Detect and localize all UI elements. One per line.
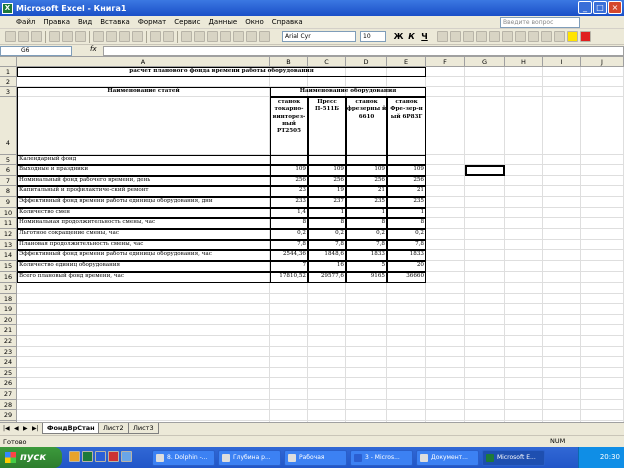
item-value[interactable]: 8	[420, 219, 424, 225]
item-value[interactable]: 0,2	[376, 230, 385, 236]
tab-list3[interactable]: Лист3	[128, 423, 159, 434]
gridline	[580, 67, 581, 422]
item-value[interactable]: 1833	[370, 251, 385, 257]
chart-wizard-icon[interactable]	[233, 31, 244, 42]
row-header[interactable]: 23	[0, 347, 17, 358]
item-value[interactable]: 1	[340, 209, 344, 215]
fx-icon[interactable]: fx	[90, 45, 97, 53]
menu-data[interactable]: Данные	[208, 18, 238, 26]
taskbar-document[interactable]	[416, 450, 479, 466]
column-header[interactable]: G	[465, 57, 505, 67]
windows-logo-icon	[5, 452, 16, 463]
item-name[interactable]: Номинальный фонд рабочего времени, день	[19, 177, 151, 183]
item-value[interactable]: 21	[377, 187, 385, 193]
name-box[interactable]: G6	[0, 46, 72, 56]
row-header[interactable]: 22	[0, 336, 17, 347]
open-icon[interactable]	[18, 31, 29, 42]
row-header[interactable]: 27	[0, 389, 17, 400]
row-header[interactable]: 1	[0, 67, 17, 77]
align-right-icon[interactable]	[463, 31, 474, 42]
sort-asc-icon[interactable]	[207, 31, 218, 42]
item-value[interactable]: 0,2	[415, 230, 424, 236]
font-size-select[interactable]: 10	[360, 31, 386, 42]
row-header[interactable]: 5	[0, 155, 17, 165]
item-value[interactable]: 16	[336, 262, 344, 268]
paste-icon[interactable]	[119, 31, 130, 42]
row-header[interactable]: 3	[0, 87, 17, 97]
item-value[interactable]: 7,8	[335, 241, 344, 247]
equipment-name[interactable]: станок фрезерны й 6610	[346, 99, 387, 120]
item-value[interactable]: 1,4	[297, 209, 306, 215]
status-bar: Готово	[0, 435, 624, 447]
item-value[interactable]: 1	[381, 209, 385, 215]
maximize-button[interactable]: □	[593, 1, 607, 14]
gridline	[504, 67, 505, 422]
gridline	[17, 335, 624, 336]
borders-icon[interactable]	[554, 31, 565, 42]
item-value[interactable]: 0,2	[297, 230, 306, 236]
help-search-input[interactable]: Введите вопрос	[500, 17, 580, 28]
item-value[interactable]: 256	[333, 177, 344, 183]
row-header[interactable]: 18	[0, 294, 17, 305]
gridline	[17, 324, 624, 325]
item-value[interactable]	[387, 155, 426, 165]
item-name[interactable]: Номинальная продолжительность смены, час	[19, 219, 156, 225]
taskbar-rabochaya[interactable]	[284, 450, 347, 466]
gridline	[17, 420, 624, 421]
item-value[interactable]: 8	[340, 219, 344, 225]
taskbar-glubina[interactable]	[218, 450, 281, 466]
word-icon	[354, 454, 362, 462]
column-header[interactable]: E	[387, 57, 426, 67]
row-header[interactable]: 4	[0, 97, 17, 155]
gridline	[542, 67, 543, 422]
col-a-header[interactable]: Наименование статей	[107, 88, 180, 94]
merge-center-icon[interactable]	[476, 31, 487, 42]
row-header[interactable]: 14	[0, 250, 17, 261]
row-header[interactable]: 17	[0, 283, 17, 294]
sort-desc-icon[interactable]	[220, 31, 231, 42]
item-value[interactable]: 109	[333, 166, 344, 172]
quicklaunch-app-2-icon[interactable]	[82, 451, 93, 462]
row-header[interactable]: 9	[0, 197, 17, 208]
gridline	[17, 314, 624, 315]
font-name-select[interactable]: Arial Cyr	[282, 31, 356, 42]
column-header[interactable]: H	[505, 57, 543, 67]
gridline	[464, 67, 465, 422]
system-tray	[578, 447, 624, 468]
quicklaunch-app-4-icon[interactable]	[108, 451, 119, 462]
row-header[interactable]: 6	[0, 165, 17, 176]
item-value[interactable]: 7,8	[297, 241, 306, 247]
excel-icon	[486, 454, 494, 462]
item-value[interactable]: 1833	[409, 251, 424, 257]
taskbar-excel[interactable]	[482, 450, 545, 466]
item-value[interactable]: 109	[295, 166, 306, 172]
save-icon[interactable]	[31, 31, 42, 42]
item-value[interactable]: 256	[374, 177, 385, 183]
item-value[interactable]: 237	[333, 198, 344, 204]
equipment-name[interactable]: Пресс П-511Б	[314, 99, 340, 113]
item-name[interactable]: Плановая продолжительность смены, час	[19, 241, 144, 247]
item-name[interactable]: Количество единиц оборудования	[19, 262, 121, 268]
last-sheet-icon[interactable]: ▶|	[32, 425, 39, 432]
folder-icon	[156, 454, 164, 462]
item-name[interactable]: Всего плановый фонд времени, час	[19, 273, 125, 279]
menu-edit[interactable]: Правка	[43, 18, 70, 26]
quicklaunch-app-5-icon[interactable]	[121, 451, 132, 462]
menu-file[interactable]: Файл	[16, 18, 36, 26]
format-toolbar	[436, 31, 622, 42]
item-value[interactable]: 235	[413, 198, 424, 204]
gridline	[17, 409, 624, 410]
taskbar-label: 3 - Micros...	[365, 454, 400, 461]
folder-icon	[222, 454, 230, 462]
item-value[interactable]: 1	[420, 209, 424, 215]
window-title: Microsoft Excel - Книга1	[16, 3, 127, 13]
taskbar-label: 8. Dolphin -...	[167, 454, 208, 461]
item-value[interactable]	[270, 155, 308, 165]
column-header[interactable]: J	[581, 57, 624, 67]
item-name[interactable]: Количество смен	[19, 209, 71, 215]
menu-insert[interactable]: Вставка	[100, 18, 130, 26]
item-value[interactable]: 9165	[370, 273, 385, 279]
first-sheet-icon[interactable]: |◀	[3, 425, 10, 432]
column-header[interactable]: C	[308, 57, 346, 67]
num-lock-indicator: NUM	[550, 437, 566, 445]
item-value[interactable]: 233	[295, 198, 306, 204]
equipment-name[interactable]: станок токарно-винторез-ный РТ2505	[272, 99, 306, 135]
start-label: пуск	[20, 452, 47, 463]
row-header[interactable]: 26	[0, 378, 17, 389]
item-value[interactable]: 29577,6	[320, 273, 344, 279]
item-value[interactable]: 235	[374, 198, 385, 204]
cut-icon[interactable]	[93, 31, 104, 42]
item-value[interactable]	[346, 155, 387, 165]
row-header[interactable]: 25	[0, 368, 17, 379]
copy-icon[interactable]	[106, 31, 117, 42]
gridline	[17, 303, 624, 304]
row-header[interactable]: 24	[0, 357, 17, 368]
taskbar-label: Документ...	[431, 454, 468, 461]
folder-icon	[288, 454, 296, 462]
bold-button[interactable]: Ж	[393, 32, 404, 41]
menu-view[interactable]: Вид	[77, 18, 93, 26]
tab-fondvrstan[interactable]: ФондВрСтан	[42, 423, 100, 434]
undo-icon[interactable]	[150, 31, 161, 42]
taskbar-label: Microsoft E...	[497, 454, 536, 461]
fill-color-icon[interactable]	[567, 31, 578, 42]
item-value[interactable]: 0,2	[335, 230, 344, 236]
align-left-icon[interactable]	[437, 31, 448, 42]
row-header[interactable]: 21	[0, 325, 17, 336]
row-header[interactable]: 16	[0, 272, 17, 283]
item-value[interactable]: 5	[381, 262, 385, 268]
menu-window[interactable]: Окно	[245, 18, 264, 26]
minimize-button[interactable]: _	[578, 1, 592, 14]
gridline	[17, 356, 624, 357]
gridline	[17, 399, 624, 400]
excel-icon: X	[2, 3, 13, 14]
italic-button[interactable]: К	[408, 32, 415, 41]
item-name[interactable]: Календарный фонд	[19, 156, 77, 162]
close-button[interactable]: ×	[608, 1, 622, 14]
taskbar-word[interactable]	[350, 450, 413, 466]
new-icon[interactable]	[5, 31, 16, 42]
item-value[interactable]: 7,8	[376, 241, 385, 247]
item-value[interactable]	[308, 155, 346, 165]
item-value[interactable]: 109	[413, 166, 424, 172]
row-header[interactable]: 15	[0, 261, 17, 272]
print-icon[interactable]	[49, 31, 60, 42]
item-value[interactable]: 8	[302, 219, 306, 225]
row-header[interactable]: 19	[0, 304, 17, 315]
thousands-icon[interactable]	[515, 31, 526, 42]
item-value[interactable]: 7,8	[415, 241, 424, 247]
decrease-decimal-icon[interactable]	[541, 31, 552, 42]
row-header[interactable]: 28	[0, 400, 17, 411]
item-value[interactable]: 256	[295, 177, 306, 183]
item-value[interactable]: 256	[413, 177, 424, 183]
gridline	[17, 346, 624, 347]
spelling-icon[interactable]	[75, 31, 86, 42]
item-name[interactable]: Выходные и праздники	[19, 166, 89, 172]
item-value[interactable]: 19	[336, 187, 344, 193]
row-header[interactable]: 2	[0, 77, 17, 87]
title-bar	[0, 0, 624, 16]
gridline	[17, 377, 624, 378]
gridline	[17, 388, 624, 389]
item-name[interactable]: Льготное сокращение смены, час	[19, 230, 119, 236]
column-header[interactable]: B	[270, 57, 308, 67]
item-value[interactable]: 1848,6	[324, 251, 344, 257]
align-center-icon[interactable]	[450, 31, 461, 42]
tab-list2[interactable]: Лист2	[98, 423, 129, 434]
next-sheet-icon[interactable]: ▶	[23, 425, 28, 432]
row-header[interactable]: 8	[0, 186, 17, 197]
menu-help[interactable]: Справка	[271, 18, 303, 26]
redo-icon[interactable]	[163, 31, 174, 42]
format-painter-icon[interactable]	[132, 31, 143, 42]
row-header[interactable]: 29	[0, 410, 17, 421]
font-color-icon[interactable]	[580, 31, 591, 42]
item-name[interactable]: Эффективный фонд времени работы единицы оборудования, час	[19, 251, 212, 257]
row-header[interactable]: 20	[0, 315, 17, 326]
column-header[interactable]: I	[543, 57, 581, 67]
row-header[interactable]: 11	[0, 218, 17, 229]
taskbar-dolphin[interactable]	[152, 450, 215, 466]
select-all-corner[interactable]	[0, 57, 17, 67]
row-header[interactable]: 10	[0, 208, 17, 218]
quicklaunch-app-3-icon[interactable]	[95, 451, 106, 462]
item-value[interactable]: 109	[374, 166, 385, 172]
column-header[interactable]: D	[346, 57, 387, 67]
item-name[interactable]: Капитальный и профилактиче-ский ремонт	[19, 187, 149, 193]
column-header[interactable]: F	[426, 57, 465, 67]
quicklaunch-app-1-icon[interactable]	[69, 451, 80, 462]
item-value[interactable]: 2544,36	[282, 251, 306, 257]
taskbar-label: Глубина р...	[233, 454, 271, 461]
increase-decimal-icon[interactable]	[528, 31, 539, 42]
currency-icon[interactable]	[489, 31, 500, 42]
row-header[interactable]: 7	[0, 176, 17, 186]
document-icon	[420, 454, 428, 462]
underline-button[interactable]: Ч	[421, 32, 428, 41]
percent-icon[interactable]	[502, 31, 513, 42]
item-value[interactable]: 21	[416, 187, 424, 193]
menu-format[interactable]: Формат	[137, 18, 167, 26]
taskbar-label: Рабочая	[299, 454, 325, 461]
help-icon[interactable]	[259, 31, 270, 42]
column-header[interactable]: A	[17, 57, 270, 67]
hyperlink-icon[interactable]	[181, 31, 192, 42]
clock: 20:30	[599, 453, 620, 461]
equipment-name[interactable]: станок Фре-зер-н ый 6Р83Г	[390, 99, 423, 120]
autosum-icon[interactable]	[194, 31, 205, 42]
quick-launch	[68, 451, 148, 465]
sheet-title[interactable]: расчет планового фонда времени работы оборудования	[129, 68, 314, 74]
formula-input[interactable]	[103, 46, 624, 56]
item-value[interactable]: 23	[298, 187, 306, 193]
prev-sheet-icon[interactable]: ◀	[14, 425, 19, 432]
item-value[interactable]: 20	[416, 262, 424, 268]
item-value[interactable]: 7	[302, 262, 306, 268]
gridline	[17, 293, 624, 294]
item-name[interactable]: Эффективный фонд времени работы единицы оборудования, дни	[19, 198, 213, 204]
item-value[interactable]: 36660	[406, 273, 424, 279]
worksheet-grid[interactable]	[0, 57, 624, 422]
item-value[interactable]: 17810,52	[279, 273, 306, 279]
preview-icon[interactable]	[62, 31, 73, 42]
row-header[interactable]: 13	[0, 240, 17, 250]
item-value[interactable]: 8	[381, 219, 385, 225]
row-header[interactable]: 12	[0, 229, 17, 240]
drawing-icon[interactable]	[246, 31, 257, 42]
menu-tools[interactable]: Сервис	[174, 18, 201, 26]
gridline	[17, 367, 624, 368]
start-button[interactable]	[0, 447, 62, 468]
equipment-header[interactable]: Наименование оборудования	[299, 88, 397, 94]
